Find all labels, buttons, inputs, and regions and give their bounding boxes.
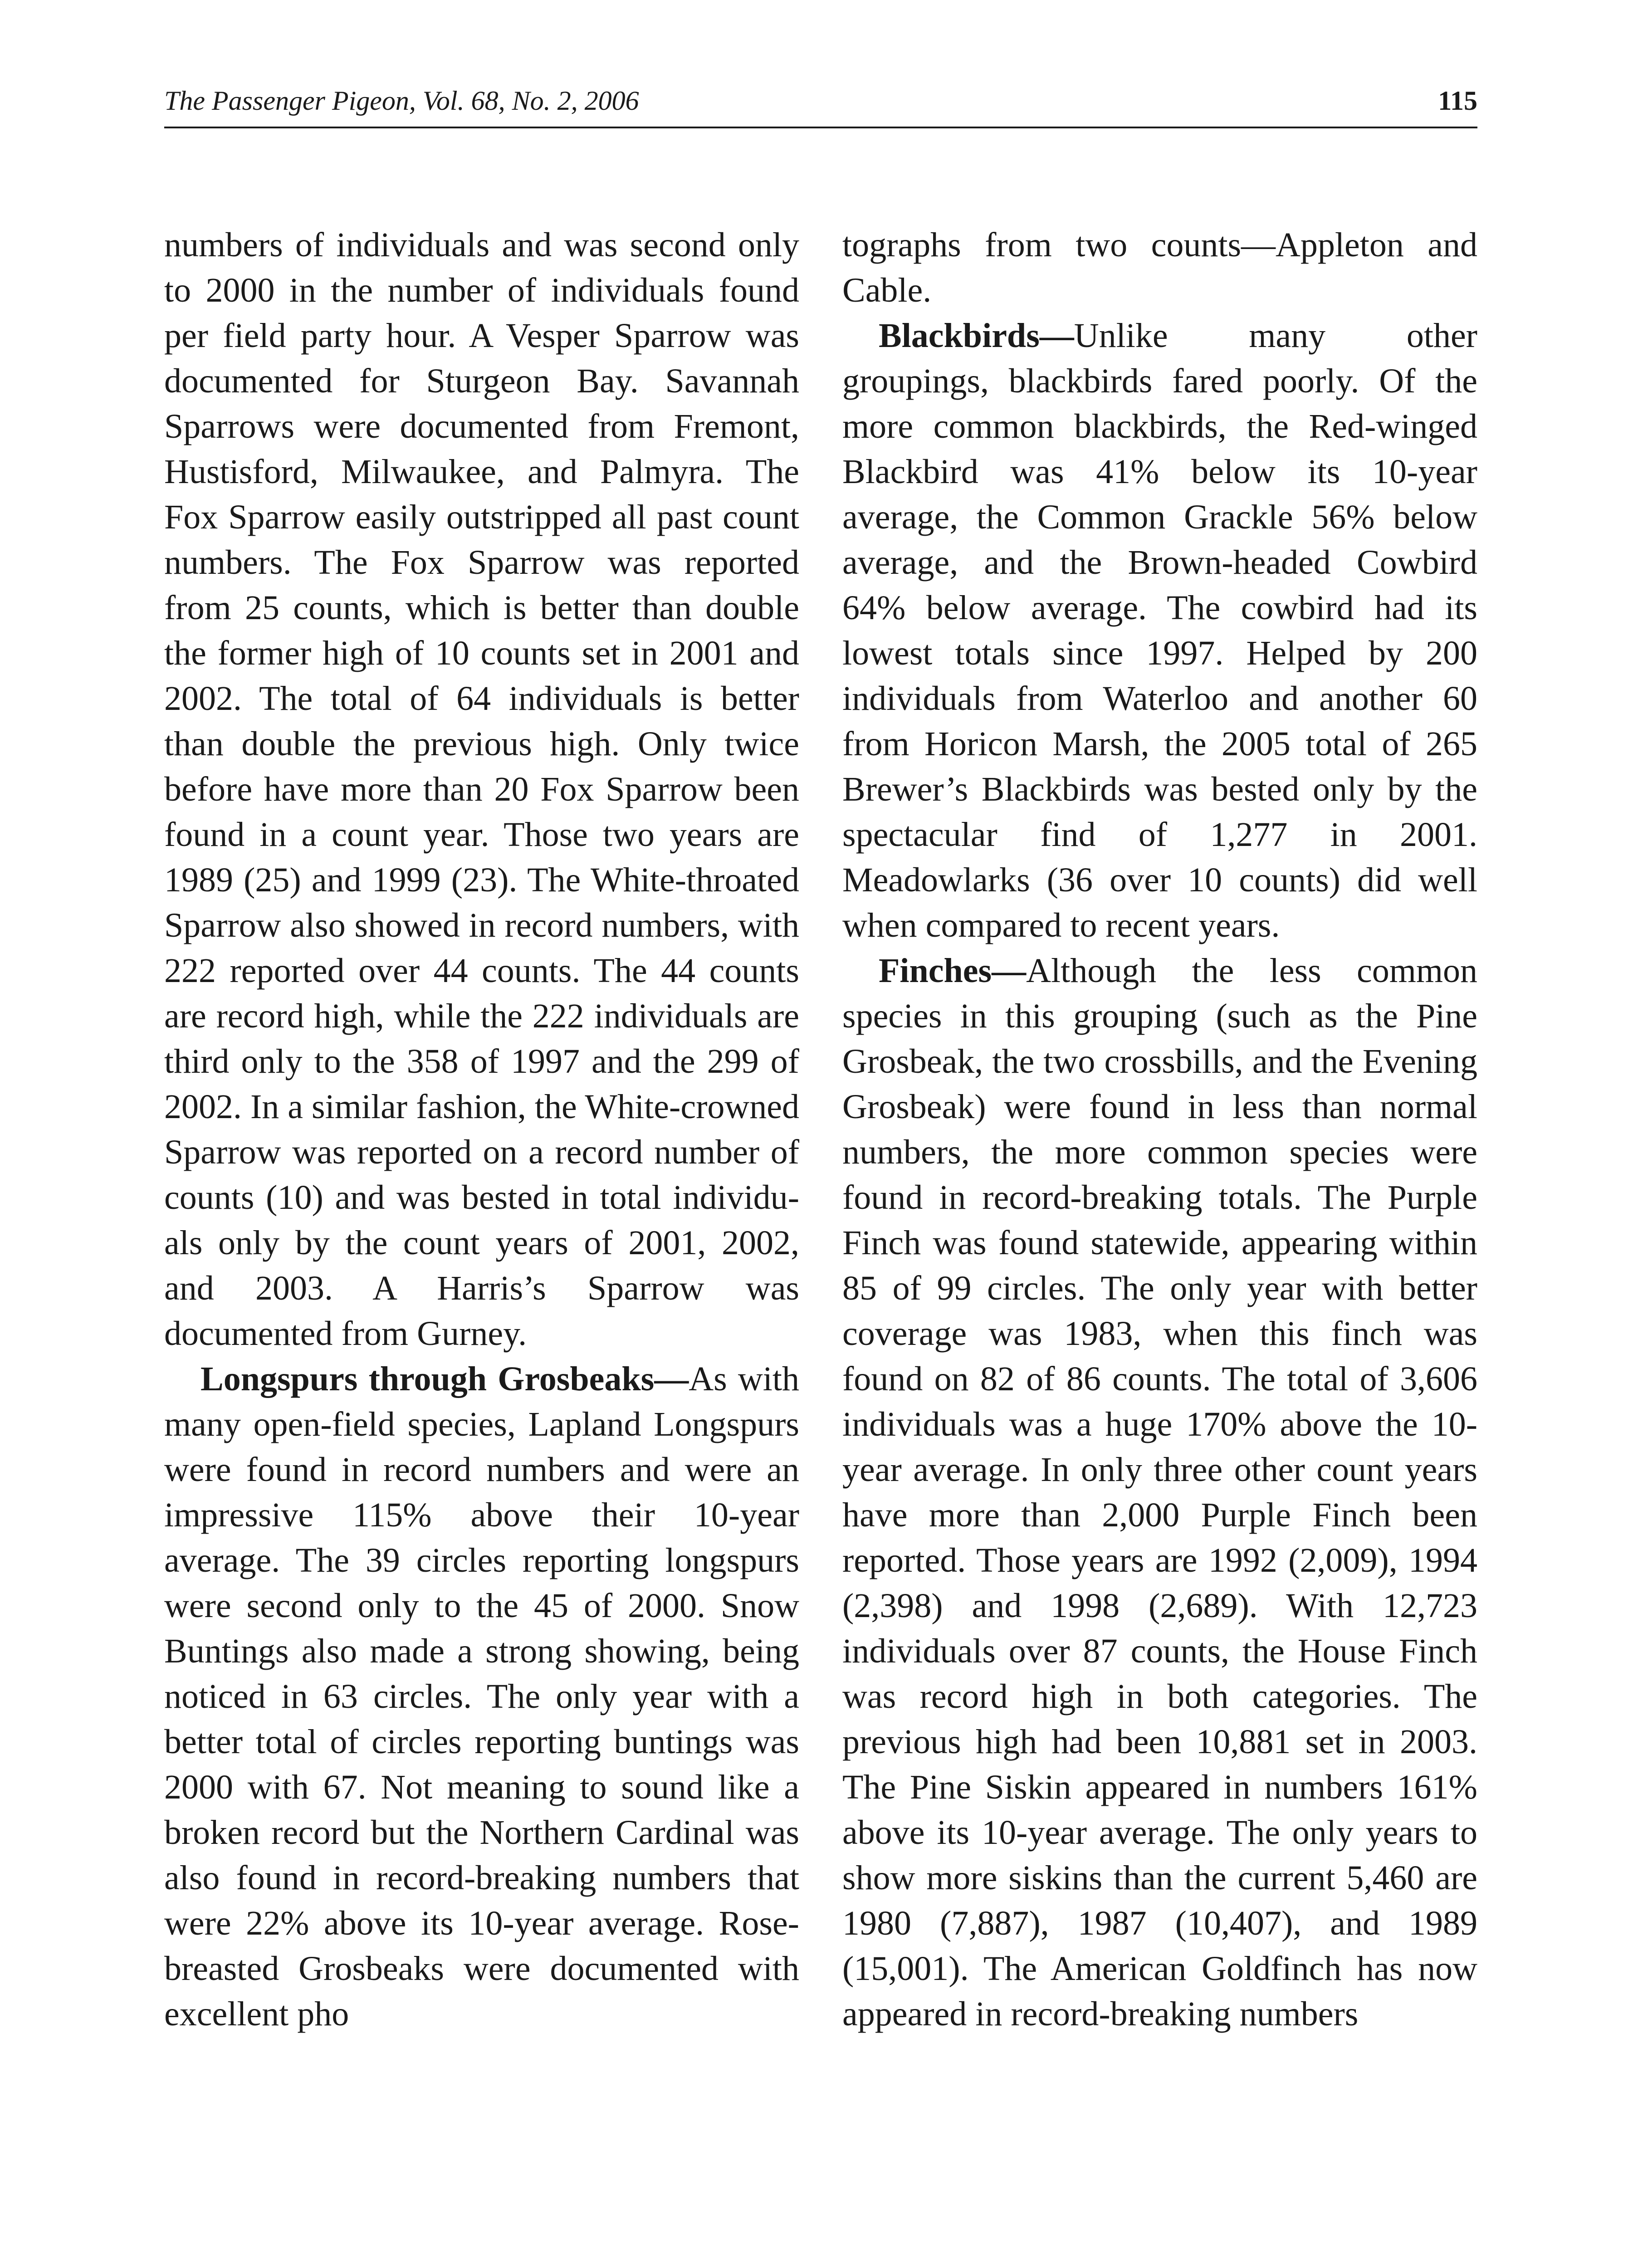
right-column [842, 222, 1477, 2037]
page-number: 115 [1438, 86, 1477, 116]
paragraph-body: As with many open-field species, Lapland Longspurs were found in record numbers and were an impressive 115% above their 10-year average. The 39 circles reporting longspurs were second only to the 45 of 2000. Snow Buntings also made a strong showing, being noticed in 63 circles. The only year with a better total of circles reporting buntings was 2000 with 67. Not meaning to sound like a broken record but the Northern Cardinal was also found in record-breaking numbers that were 22% above its 10-year average. Rose-breasted Grosbeaks were documented with excellent pho [164, 1360, 800, 2033]
paragraph-sparrows: numbers of individuals and was second only to 2000 in the number of individuals found per field party hour. A Vesper Sparrow was documented for Sturgeon Bay. Savannah Sparrows were documented from Fremont, Hustisford, Milwaukee, and Palmyra. The Fox Sparrow easily outstripped all past count numbers. The Fox Sparrow was reported from 25 counts, which is better than double the former high of 10 counts set in 2001 and 2002. The total of 64 individuals is better than double the previous high. Only twice before have more than 20 Fox Sparrow been found in a count year. Those two years are 1989 (25) and 1999 (23). The White-throated Sparrow also showed in record numbers, with 222 reported over 44 counts. The 44 counts are record high, while the 222 individuals are third only to the 358 of 1997 and the 299 of 2002. In a similar fashion, the White-crowned Sparrow was reported on a record number of counts (10) and was bested in total individuals only by the count years of 2001, 2002, and 2003. A Harris’s Sparrow was documented from Gurney. [164, 226, 799, 1353]
paragraph-continuation: tographs from two counts—Appleton and Cable. [842, 226, 1477, 309]
left-column [164, 222, 799, 2037]
running-head [164, 85, 1477, 128]
paragraph-body: Unlike many other groupings, blackbirds fared poorly. Of the more common blackbirds, the Red-winged Blackbird was 41% below its 10-year average, the Common Grackle 56% below average, and the Brown-headed Cowbird 64% below average. The cowbird had its lowest totals since 1997. Helped by 200 individuals from Waterloo and another 60 from Horicon Marsh, the 2005 total of 265 Brewer’s Blackbirds was bested only by the spectacular find of 1,277 in 2001. Meadowlarks (36 over 10 counts) did well when compared to recent years. [842, 317, 1477, 944]
paragraph-body: Although the less common species in this grouping (such as the Pine Grosbeak, the two crossbills, and the Evening Grosbeak) were found in less than normal numbers, the more common species were found in record-breaking totals. The Purple Finch was found statewide, appearing within 85 of 99 circles. The only year with better coverage was 1983, when this finch was found on 82 of 86 counts. The total of 3,606 individuals was a huge 170% above the 10-year average. In only three other count years have more than 2,000 Purple Finch been reported. Those years are 1992 (2,009), 1994 (2,398) and 1998 (2,689). With 12,723 individuals over 87 counts, the House Finch was record high in both categories. The previous high had been 10,881 set in 2003. The Pine Siskin appeared in numbers 161% above its 10-year average. The only years to show more siskins than the current 5,460 are 1980 (7,887), 1987 (10,407), and 1989 (15,001). The American Goldfinch has now appeared in record-breaking numbers [842, 952, 1477, 2033]
section-lead-blackbirds: Blackbirds— [879, 317, 1074, 355]
paragraph-finches [842, 948, 1477, 2037]
paragraph-blackbirds [842, 313, 1477, 948]
journal-citation: The Passenger Pigeon, Vol. 68, No. 2, 2006 [164, 86, 639, 116]
paragraph-longspurs [164, 1356, 799, 2037]
section-lead-finches: Finches— [879, 952, 1027, 990]
section-lead-longspurs: Longspurs through Grosbeaks— [200, 1360, 689, 1398]
